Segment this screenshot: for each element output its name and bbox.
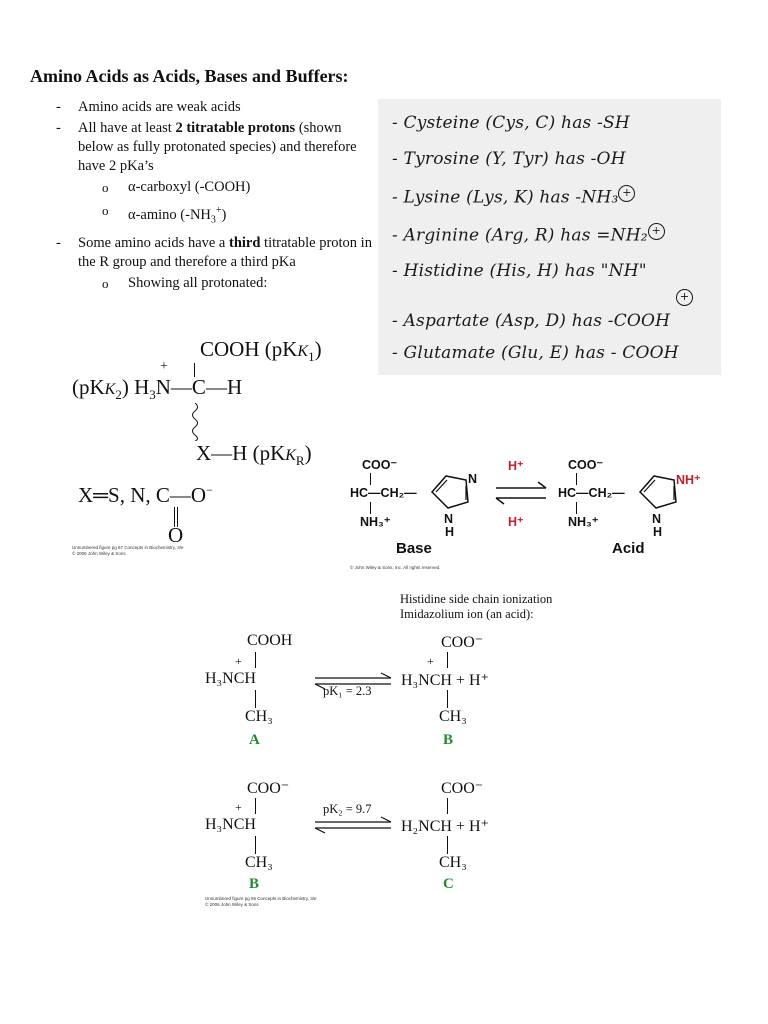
note-histidine: - Histidine (His, H) has "NH": [392, 261, 647, 281]
equilibrium-arrows: [490, 474, 552, 514]
label-c: C: [443, 876, 454, 892]
x-definition: X═S, N, C—O−: [78, 483, 213, 507]
base-label: Base: [396, 540, 432, 557]
figure-credit: Unnumbered figure pg 66 Concepts in Biochemistry, 3/e © 2006 John Wiley & Sons: [205, 896, 317, 907]
plus-circle-icon: +: [618, 185, 635, 202]
bullet-weak-acids: - Amino acids are weak acids: [56, 98, 376, 117]
figure-credit: Unnumbered figure pg 67 Concepts in Biochemistry, 3/e © 2006 John Wiley & Sons: [72, 545, 184, 556]
figure-credit: © John Wiley & Sons, Inc. All rights reserved.: [350, 565, 441, 570]
note-arginine: - Arginine (Arg, R) has =NH₂ +: [392, 223, 665, 246]
reaction-alanine-pk1: COOH + H₃NCH CH₃ A pK₁ = 2.3 COO⁻ + H₃NCH + H⁺ CH₃ B: [205, 632, 489, 748]
sub-item-amino: o α-amino $(-NH_3^+)$: [102, 201, 376, 230]
pk2-label: pK₂ = 9.7: [323, 802, 372, 816]
amino-acid-structure: COOH (pKK$_1$) + (pKK$_2$) $H_3N—C—H$ X—H (pKK$_R$) X═S, N, C—O− O Unnumbered figure pg 67 Concepts in Biochemistry, 3/e © 2006 John Wiley & Sons: [72, 337, 322, 556]
plus-circle-icon: +: [648, 223, 665, 240]
note-glutamate: - Glutamate (Glu, E) has - COOH: [392, 343, 679, 363]
bullet-third-proton: - Some amino acids have a third titratable proton in the R group and therefore a third pKa o Showing all protonated:: [56, 234, 376, 293]
label-b: B: [249, 876, 260, 892]
note-cysteine: - Cysteine (Cys, C) has -SH: [392, 113, 630, 133]
xh-label: X—H (pKK$_R$): [196, 441, 312, 469]
acid-label: Acid: [612, 540, 645, 557]
proton-label: H⁺: [508, 459, 524, 473]
bullet-list: [56, 98, 376, 297]
note-lysine: - Lysine (Lys, K) has -NH₃ +: [392, 185, 635, 208]
bullet-titratable-protons: - All have at least 2 titratable protons (shown below as fully protonated species) and therefore have 2 pKa’s o α-carboxyl (-COOH) o α-amino $(-NH_3^+)$: [56, 119, 376, 230]
handwritten-notes: [378, 99, 721, 375]
sub-list: [78, 178, 376, 230]
oxygen-label: O: [168, 523, 184, 547]
nh-plus-label: NH⁺: [676, 473, 701, 487]
label-a: A: [249, 732, 260, 748]
histidine-caption: Histidine side chain ionization Imidazolium ion (an acid):: [400, 592, 553, 621]
sub-list-2: [78, 274, 376, 293]
sub-item-protonated: o Showing all protonated:: [102, 274, 376, 293]
label-b: B: [443, 732, 454, 748]
histidine-equilibrium: COO⁻ HC—CH₂— NH₃⁺ N N H H⁺ H⁺ COO⁻ HC—CH₂— NH₃⁺ NH⁺ N H Base Acid © John Wiley & Sons, Inc. All rights reserved.: [350, 458, 701, 570]
amino-label: (pKK$_2$) $H_3N—C—H$: [72, 375, 243, 403]
proton-label: H⁺: [508, 515, 524, 529]
plus-circle-icon: +: [676, 289, 693, 306]
note-aspartate: - Aspartate (Asp, D) has -COOH: [392, 311, 671, 331]
cooh-label: COOH (pKK$_1$): [200, 337, 322, 365]
sub-item-carboxyl: o α-carboxyl (-COOH): [102, 178, 376, 197]
reaction-alanine-pk2: COO⁻ + H₃NCH CH₃ B pK₂ = 9.7 COO⁻ H₂NCH + H⁺ CH₃ C Unnumbered figure pg 66 Concepts in Biochemistry, 3/e © 2006 John Wiley & Sons: [205, 780, 489, 907]
note-tyrosine: - Tyrosine (Y, Tyr) has -OH: [392, 149, 626, 169]
pk1-label: pK₁ = 2.3: [323, 684, 372, 698]
wavy-bond: [188, 403, 202, 441]
equilibrium-arrows: [313, 816, 395, 838]
page-title: Amino Acids as Acids, Bases and Buffers:: [30, 66, 349, 86]
